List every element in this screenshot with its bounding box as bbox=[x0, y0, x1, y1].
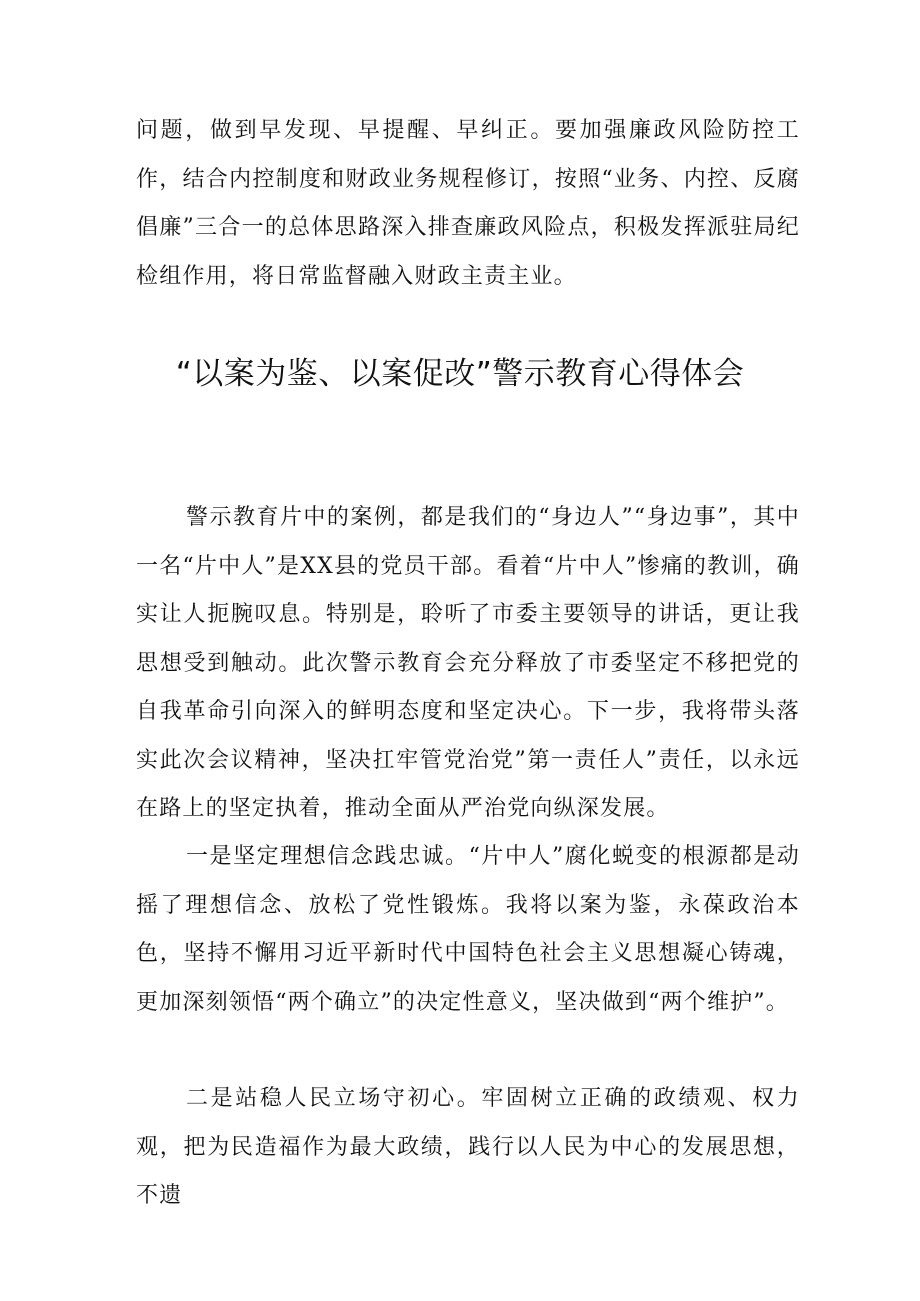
body-paragraph-3: 二是站稳人民立场守初心。牢固树立正确的政绩观、权力观，把为民造福作为最大政绩，践行以人民为中心的发展思想，不遗 bbox=[136, 1086, 800, 1208]
body-paragraph-1: 警示教育片中的案例，都是我们的“身边人”“身边事”，其中一名“片中人”是XX县的党员干部。看着“片中人”惨痛的教训，确实让人扼腕叹息。特别是，聆听了市委主要领导的讲话，更让我思想受到触动。此次警示教育会充分释放了市委坚定不移把党的自我革命引向深入的鲜明态度和坚定决心。下一步，我将带头落实此次会议精神，坚决扛牢管党治党”第一责任人”责任，以永远在路上的坚定执着，推动全面从严治党向纵深发展。 bbox=[136, 505, 800, 821]
body-paragraph-2: 一是坚定理想信念践忠诚。“片中人”腐化蜕变的根源都是动摇了理想信念、放松了党性锻炼。我将以案为鉴，永葆政治本色，坚持不懈用习近平新时代中国特色社会主义思想凝心铸魂，更加深刻领悟“两个确立”的决定性意义，坚决做到“两个维护”。 bbox=[136, 844, 800, 1015]
intro-paragraph: 问题，做到早发现、早提醒、早纠正。要加强廉政风险防控工作，结合内控制度和财政业务规程修订，按照“业务、内控、反腐倡廉”三合一的总体思路深入排查廉政风险点，积极发挥派驻局纪检组作用，将日常监督融入财政主责主业。 bbox=[136, 118, 800, 289]
article-title: “以案为鉴、以案促改”警示教育心得体会 bbox=[175, 356, 745, 392]
